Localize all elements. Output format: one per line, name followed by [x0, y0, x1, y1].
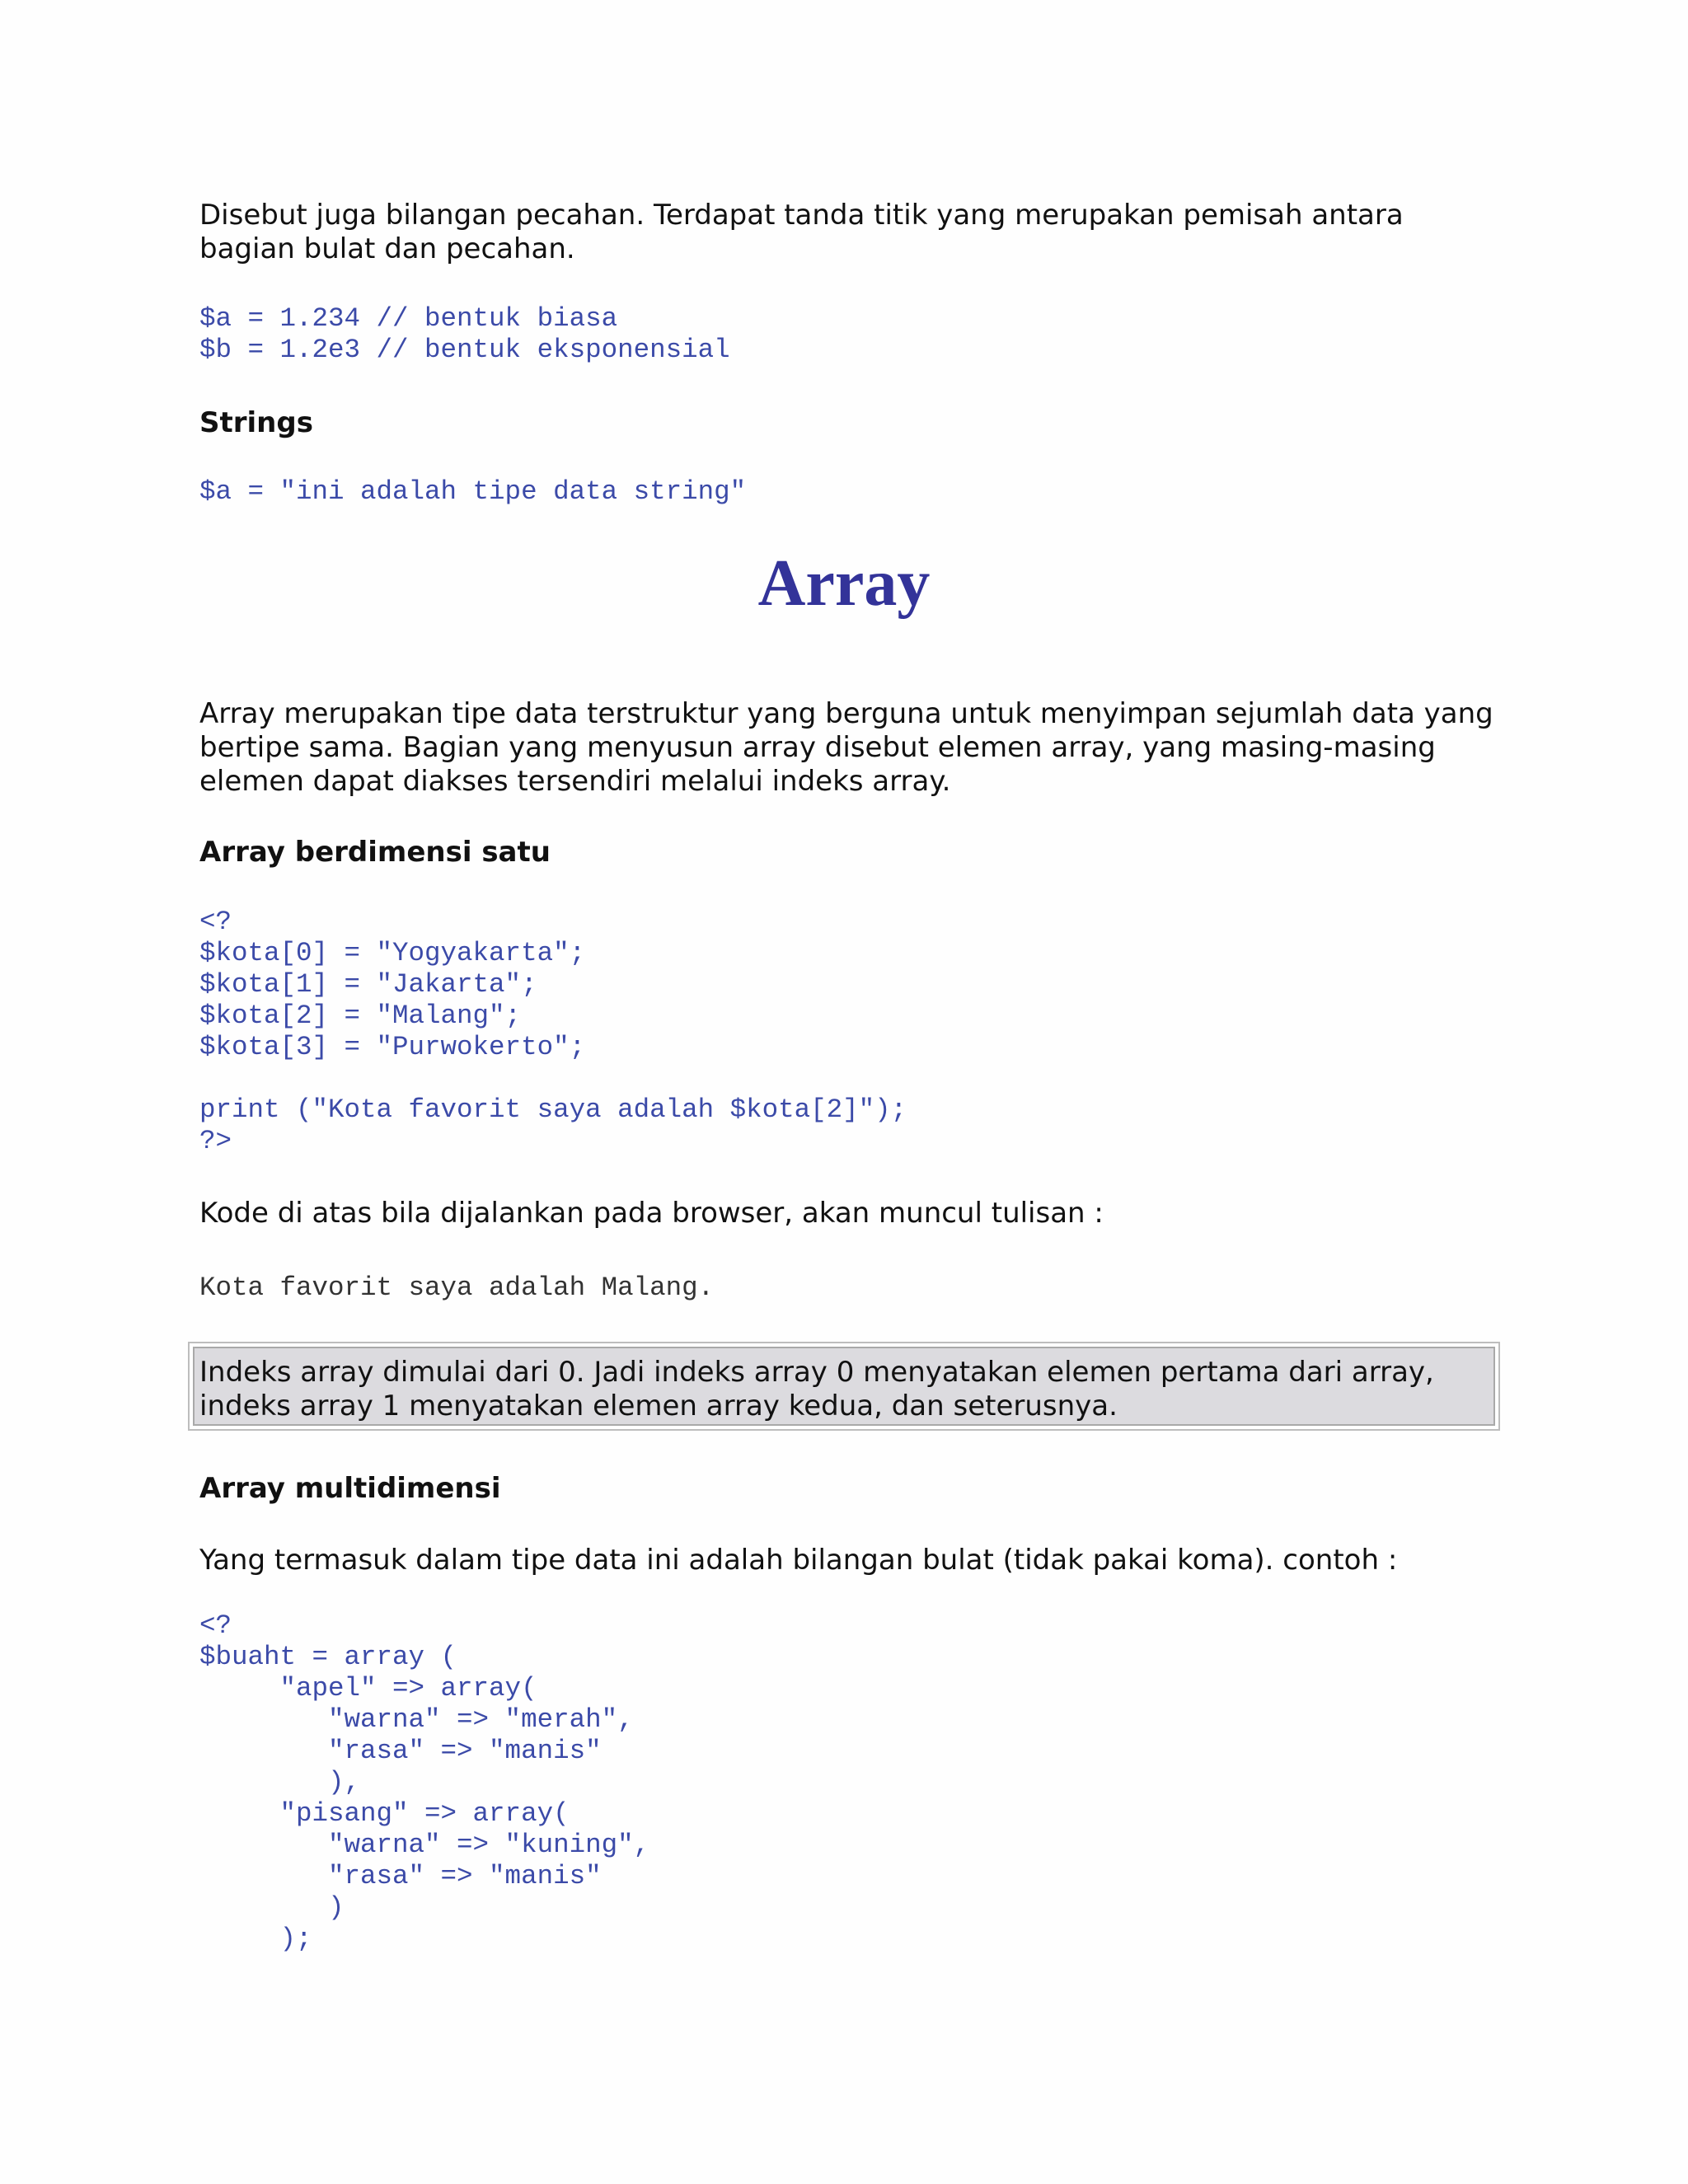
result-text: Kode di atas bila dijalankan pada browser, akan muncul tulisan : — [199, 1197, 1104, 1230]
float-code-block — [199, 303, 1502, 366]
multi-dim-code-line-9: "rasa" => "manis" — [199, 1861, 602, 1891]
float-code-line-1: $a = 1.234 // bentuk biasa — [199, 303, 618, 334]
float-intro-paragraph — [199, 199, 1502, 266]
strings-heading-block — [199, 406, 1502, 440]
float-intro-line-2: bagian bulat dan pecahan. — [199, 232, 575, 265]
array-intro-line-2: bertipe sama. Bagian yang menyusun array disebut elemen array, yang masing-masing — [199, 731, 1436, 764]
array-intro-paragraph — [199, 697, 1502, 799]
multi-dim-code-block — [199, 1610, 1502, 1955]
float-code-line-2: $b = 1.2e3 // bentuk eksponensial — [199, 335, 730, 365]
note-box — [188, 1342, 1500, 1431]
one-dim-code — [199, 907, 1502, 1157]
multi-dim-intro: Yang termasuk dalam tipe data ini adalah bilangan bulat (tidak pakai koma). contoh : — [199, 1544, 1398, 1577]
multi-dim-code — [199, 1610, 1502, 1955]
one-dim-code-line-3: $kota[1] = "Jakarta"; — [199, 969, 537, 1000]
array-intro-line-3: elemen dapat diakses tersendiri melalui indeks array. — [199, 765, 951, 798]
note-line-2: indeks array 1 menyatakan elemen array kedua, dan seterusnya. — [199, 1390, 1118, 1422]
multi-dim-heading: Array multidimensi — [199, 1472, 501, 1505]
note-line-1: Indeks array dimulai dari 0. Jadi indeks array 0 menyatakan elemen pertama dari array, — [199, 1356, 1434, 1389]
strings-heading: Strings — [199, 406, 313, 439]
output-text: Kota favorit saya adalah Malang. — [199, 1272, 715, 1303]
one-dim-code-line-2: $kota[0] = "Yogyakarta"; — [199, 938, 586, 968]
strings-code — [199, 476, 1502, 508]
array-intro-text — [199, 697, 1502, 799]
one-dim-code-block — [199, 907, 1502, 1157]
multi-dim-code-line-7: "pisang" => array( — [199, 1798, 570, 1829]
multi-dim-code-line-6: ), — [199, 1767, 361, 1797]
one-dim-code-line-1: <? — [199, 907, 232, 937]
one-dim-heading-block — [199, 836, 1502, 869]
array-intro-line-1: Array merupakan tipe data terstruktur yang berguna untuk menyimpan sejumlah data yang — [199, 697, 1493, 730]
strings-code-block — [199, 476, 1502, 508]
multi-dim-code-line-1: <? — [199, 1610, 232, 1641]
multi-dim-code-line-8: "warna" => "kuning", — [199, 1830, 650, 1860]
one-dim-code-line-5: $kota[3] = "Purwokerto"; — [199, 1032, 586, 1062]
output-block — [199, 1272, 1502, 1304]
note-content — [193, 1347, 1495, 1426]
one-dim-code-line-4: $kota[2] = "Malang"; — [199, 1001, 522, 1031]
float-intro-line-1: Disebut juga bilangan pecahan. Terdapat tanda titik yang merupakan pemisah antara — [199, 199, 1404, 232]
multi-dim-code-line-10: ) — [199, 1892, 345, 1923]
multi-dim-code-line-3: "apel" => array( — [199, 1673, 537, 1704]
multi-dim-code-line-2: $buaht = array ( — [199, 1642, 457, 1672]
float-intro-text — [199, 199, 1502, 266]
multi-dim-intro-paragraph — [199, 1544, 1502, 1577]
multi-dim-heading-block — [199, 1472, 1502, 1506]
one-dim-code-line-8: ?> — [199, 1126, 232, 1156]
multi-dim-code-line-11: ); — [199, 1924, 312, 1954]
array-title: Array — [757, 547, 931, 620]
one-dim-heading: Array berdimensi satu — [199, 836, 551, 869]
strings-code-line-1: $a = "ini adalah tipe data string" — [199, 476, 747, 507]
multi-dim-code-line-5: "rasa" => "manis" — [199, 1736, 602, 1766]
float-code — [199, 303, 1502, 366]
result-paragraph — [199, 1197, 1502, 1230]
one-dim-code-line-6 — [199, 1063, 1502, 1094]
one-dim-code-line-7: print ("Kota favorit saya adalah $kota[2]"); — [199, 1094, 907, 1125]
multi-dim-code-line-4: "warna" => "merah", — [199, 1704, 634, 1735]
